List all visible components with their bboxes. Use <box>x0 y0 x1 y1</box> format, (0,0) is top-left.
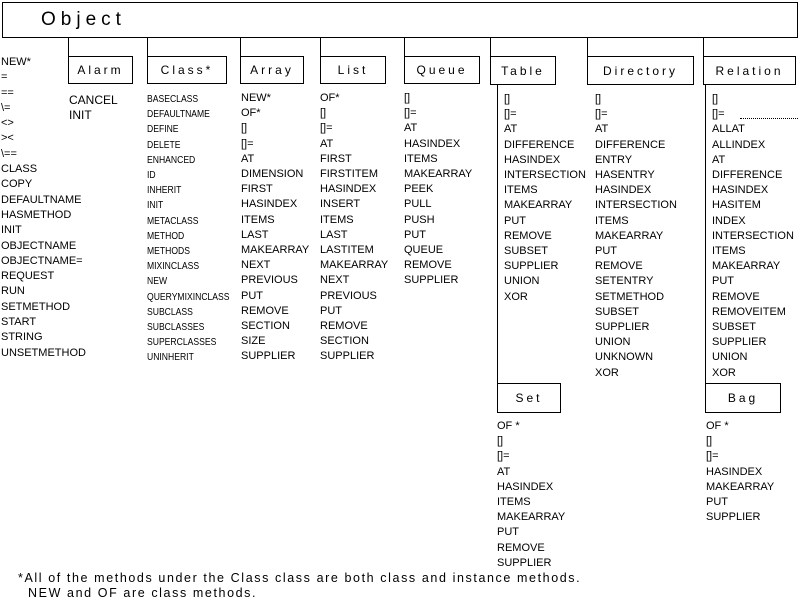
method-item: MAKEARRAY <box>706 480 775 493</box>
method-item: METACLASS <box>147 215 199 227</box>
method-item: PUT <box>241 289 263 302</box>
method-item: SETENTRY <box>595 275 654 288</box>
method-item: RUN <box>1 285 25 298</box>
method-item: HASINDEX <box>706 465 763 478</box>
method-item: SETMETHOD <box>1 300 71 313</box>
method-item: REMOVE <box>504 229 552 242</box>
method-item: INIT <box>1 224 22 237</box>
method-item: SUBCLASS <box>147 306 193 318</box>
method-item: == <box>1 86 14 99</box>
method-item: DEFAULTNAME <box>147 109 210 121</box>
method-item: COPY <box>1 178 33 191</box>
method-item: HASINDEX <box>504 153 561 166</box>
method-item: FIRST <box>320 152 352 165</box>
method-item: ALLAT <box>712 123 745 136</box>
method-item: LASTITEM <box>320 244 374 257</box>
method-item: OBJECTNAME <box>1 239 77 252</box>
method-item: HASINDEX <box>404 137 461 150</box>
method-item: = <box>1 71 8 84</box>
method-item: AT <box>497 465 511 478</box>
method-item: INTERSECTION <box>712 229 794 242</box>
queue-class-name: Queue <box>416 63 468 77</box>
method-item: [] <box>504 93 511 105</box>
method-item: REMOVE <box>241 304 289 317</box>
method-item: HASMETHOD <box>1 208 72 221</box>
bag-method-list <box>706 419 774 525</box>
method-item: HASINDEX <box>712 184 769 197</box>
method-item: MIXINCLASS <box>147 261 200 273</box>
method-item: MAKEARRAY <box>241 244 310 257</box>
method-item: XOR <box>595 366 619 379</box>
method-item: []= <box>712 108 725 121</box>
method-item: ITEMS <box>712 245 746 258</box>
method-item: SUPPLIER <box>320 350 375 363</box>
method-item: HASINDEX <box>241 198 298 211</box>
method-item: SUPERCLASSES <box>147 337 217 349</box>
method-item: []= <box>241 137 254 150</box>
method-item: [] <box>404 92 411 104</box>
method-item: MAKEARRAY <box>504 199 573 212</box>
method-item: DIFFERENCE <box>712 169 783 182</box>
method-item: SUBSET <box>504 245 549 258</box>
method-item: HASINDEX <box>595 184 652 197</box>
method-item: <> <box>1 117 14 130</box>
method-item: HASINDEX <box>320 183 377 196</box>
connector-alarm <box>68 38 69 56</box>
alarm-class-name: Alarm <box>77 63 124 77</box>
list-class-name: List <box>337 63 369 77</box>
method-item: SUPPLIER <box>404 274 459 287</box>
method-item: OF* <box>241 107 261 120</box>
method-item: HASITEM <box>712 199 761 212</box>
method-item: PREVIOUS <box>320 289 377 302</box>
method-item: SUPPLIER <box>706 511 761 524</box>
method-item: LAST <box>241 228 269 241</box>
method-item: PUT <box>504 214 526 227</box>
method-item: [] <box>706 435 713 448</box>
method-item: []= <box>595 108 608 121</box>
method-item: METHOD <box>147 230 185 242</box>
method-item: DELETE <box>147 139 181 151</box>
method-item: []= <box>504 108 517 121</box>
method-item: METHODS <box>147 246 190 258</box>
method-item: SUPPLIER <box>497 556 552 569</box>
set-class-name: Set <box>515 391 543 405</box>
method-item: \= <box>1 101 11 114</box>
class-class-name: Class* <box>160 63 214 77</box>
method-item: CANCEL <box>69 93 118 107</box>
method-item: SIZE <box>241 335 266 348</box>
method-item: SUBSET <box>712 321 757 334</box>
method-item: QUEUE <box>404 244 444 257</box>
method-item: INIT <box>147 200 164 212</box>
alarm-method-list <box>69 93 118 123</box>
object-class-box <box>2 2 798 38</box>
method-item: DIMENSION <box>241 168 304 181</box>
method-item: \== <box>1 147 17 160</box>
connector-relation <box>703 38 704 56</box>
method-item: QUERYMIXINCLASS <box>147 291 230 303</box>
method-item: SUPPLIER <box>595 321 650 334</box>
method-item: PUT <box>712 275 734 288</box>
method-item: PREVIOUS <box>241 274 298 287</box>
method-item: DEFAULTNAME <box>1 193 82 206</box>
method-item: STRING <box>1 331 43 344</box>
directory-method-list <box>595 92 677 381</box>
method-item: SETMETHOD <box>595 290 665 303</box>
method-item: BASECLASS <box>147 94 199 105</box>
method-item: ITEMS <box>404 152 438 165</box>
method-item: AT <box>595 123 609 136</box>
table-method-list <box>504 92 586 305</box>
method-item: AT <box>404 122 418 135</box>
method-item: NEW* <box>241 92 271 104</box>
method-item: REMOVE <box>320 320 368 333</box>
method-item: REMOVE <box>595 260 643 273</box>
method-item: [] <box>595 93 602 105</box>
method-item: ITEMS <box>497 496 531 509</box>
method-item: XOR <box>712 366 736 379</box>
connector-list <box>320 38 321 56</box>
method-item: ALLINDEX <box>712 138 766 151</box>
relation-method-list <box>712 92 794 381</box>
method-item: INIT <box>69 108 92 122</box>
method-item: HASINDEX <box>497 480 554 493</box>
method-item: ITEMS <box>595 214 629 227</box>
directory-class-box <box>587 56 694 85</box>
method-item: AT <box>712 153 726 166</box>
method-item: ENHANCED <box>147 154 196 166</box>
method-item: []= <box>320 122 333 135</box>
method-item: SUBCLASSES <box>147 322 205 334</box>
method-item: []= <box>404 107 417 120</box>
method-item: SUBSET <box>595 305 640 318</box>
method-item: SUPPLIER <box>241 350 296 363</box>
footnote-line-1: *All of the methods under the Class class are both class and instance methods. <box>18 571 582 585</box>
connector-directory <box>587 38 588 56</box>
method-item: UNION <box>712 351 748 364</box>
method-item: NEXT <box>320 274 350 287</box>
method-item: PUT <box>595 245 617 258</box>
method-item: AT <box>320 137 334 150</box>
method-item: REMOVE <box>497 541 545 554</box>
method-item: PUT <box>497 526 519 539</box>
method-item: MAKEARRAY <box>595 229 664 242</box>
method-item: INDEX <box>712 214 746 227</box>
method-item: [] <box>712 93 719 105</box>
method-item: DIFFERENCE <box>504 138 575 151</box>
method-item: PEEK <box>404 183 434 196</box>
method-item: UNSETMETHOD <box>1 346 86 359</box>
method-item: LAST <box>320 228 348 241</box>
queue-method-list <box>404 91 472 289</box>
bag-class-box <box>705 383 781 413</box>
method-item: ITEMS <box>241 213 275 226</box>
directory-class-name: Directory <box>602 63 678 78</box>
method-item: SECTION <box>241 320 290 333</box>
method-item: UNINHERIT <box>147 352 194 364</box>
method-item: PUSH <box>404 213 435 226</box>
method-item: PUT <box>320 304 342 317</box>
method-item: [] <box>320 107 327 120</box>
method-item: PUT <box>706 496 728 509</box>
method-item: NEXT <box>241 259 271 272</box>
method-item: XOR <box>504 290 528 303</box>
method-item: MAKEARRAY <box>320 259 389 272</box>
method-item: SUPPLIER <box>504 260 559 273</box>
method-item: PUT <box>404 228 426 241</box>
connector-bag <box>705 85 706 383</box>
method-item: PULL <box>404 198 432 211</box>
method-item: []= <box>706 450 719 463</box>
list-method-list <box>320 91 388 365</box>
method-item: START <box>1 316 37 329</box>
connector-array <box>240 38 241 56</box>
method-item: MAKEARRAY <box>712 260 781 273</box>
set-class-box <box>497 383 561 413</box>
array-class-name: Array <box>250 63 294 77</box>
footnote <box>18 571 581 601</box>
method-item: OF* <box>320 92 340 104</box>
method-item: INHERIT <box>147 185 182 197</box>
connector-queue <box>404 38 405 56</box>
method-item: CLASS <box>1 163 38 176</box>
object-class-name: Object <box>41 9 126 30</box>
method-item: REMOVE <box>404 259 452 272</box>
method-item: SECTION <box>320 335 369 348</box>
method-item: DIFFERENCE <box>595 138 666 151</box>
method-item: OF * <box>706 420 729 432</box>
method-item: []= <box>497 450 510 463</box>
method-item: DEFINE <box>147 124 179 136</box>
class-class-box <box>147 56 227 84</box>
relation-class-name: Relation <box>715 63 784 78</box>
method-item: INTERSECTION <box>504 169 586 182</box>
connector-table <box>490 38 491 56</box>
class-method-list <box>147 92 230 366</box>
footnote-line-2: NEW and OF are class methods. <box>28 586 258 600</box>
table-class-box <box>490 56 556 85</box>
method-item: [] <box>497 435 504 448</box>
method-item: FIRST <box>241 183 273 196</box>
method-item: AT <box>241 152 255 165</box>
array-method-list <box>241 91 309 365</box>
method-item: OF * <box>497 420 520 432</box>
method-item: ITEMS <box>320 213 354 226</box>
table-class-name: Table <box>501 63 545 78</box>
array-class-box <box>240 56 304 84</box>
method-item: INSERT <box>320 198 361 211</box>
method-item: REMOVE <box>712 290 760 303</box>
list-class-box <box>320 56 386 84</box>
connector-set <box>497 85 498 383</box>
method-item: ENTRY <box>595 153 633 166</box>
method-item: FIRSTITEM <box>320 168 379 181</box>
method-item: NEW* <box>1 56 31 68</box>
method-item: SUPPLIER <box>712 336 767 349</box>
method-item: INTERSECTION <box>595 199 677 212</box>
bag-class-name: Bag <box>727 391 759 405</box>
method-item: UNION <box>504 275 540 288</box>
relation-class-box <box>703 56 796 85</box>
method-item: NEW <box>147 276 168 288</box>
method-item: HASENTRY <box>595 169 655 182</box>
queue-class-box <box>404 56 480 84</box>
method-item: ITEMS <box>504 184 538 197</box>
method-item: REMOVEITEM <box>712 305 786 318</box>
method-item: UNION <box>595 336 631 349</box>
set-method-list <box>497 419 565 571</box>
method-item: OBJECTNAME= <box>1 254 83 267</box>
connector-class <box>147 38 148 56</box>
method-item: AT <box>504 123 518 136</box>
method-item: [] <box>241 122 248 135</box>
method-item: MAKEARRAY <box>497 511 566 524</box>
method-item: ID <box>147 170 156 182</box>
method-item: UNKNOWN <box>595 351 654 364</box>
method-item: MAKEARRAY <box>404 168 473 181</box>
method-item: REQUEST <box>1 270 55 283</box>
method-item: >< <box>1 132 14 145</box>
